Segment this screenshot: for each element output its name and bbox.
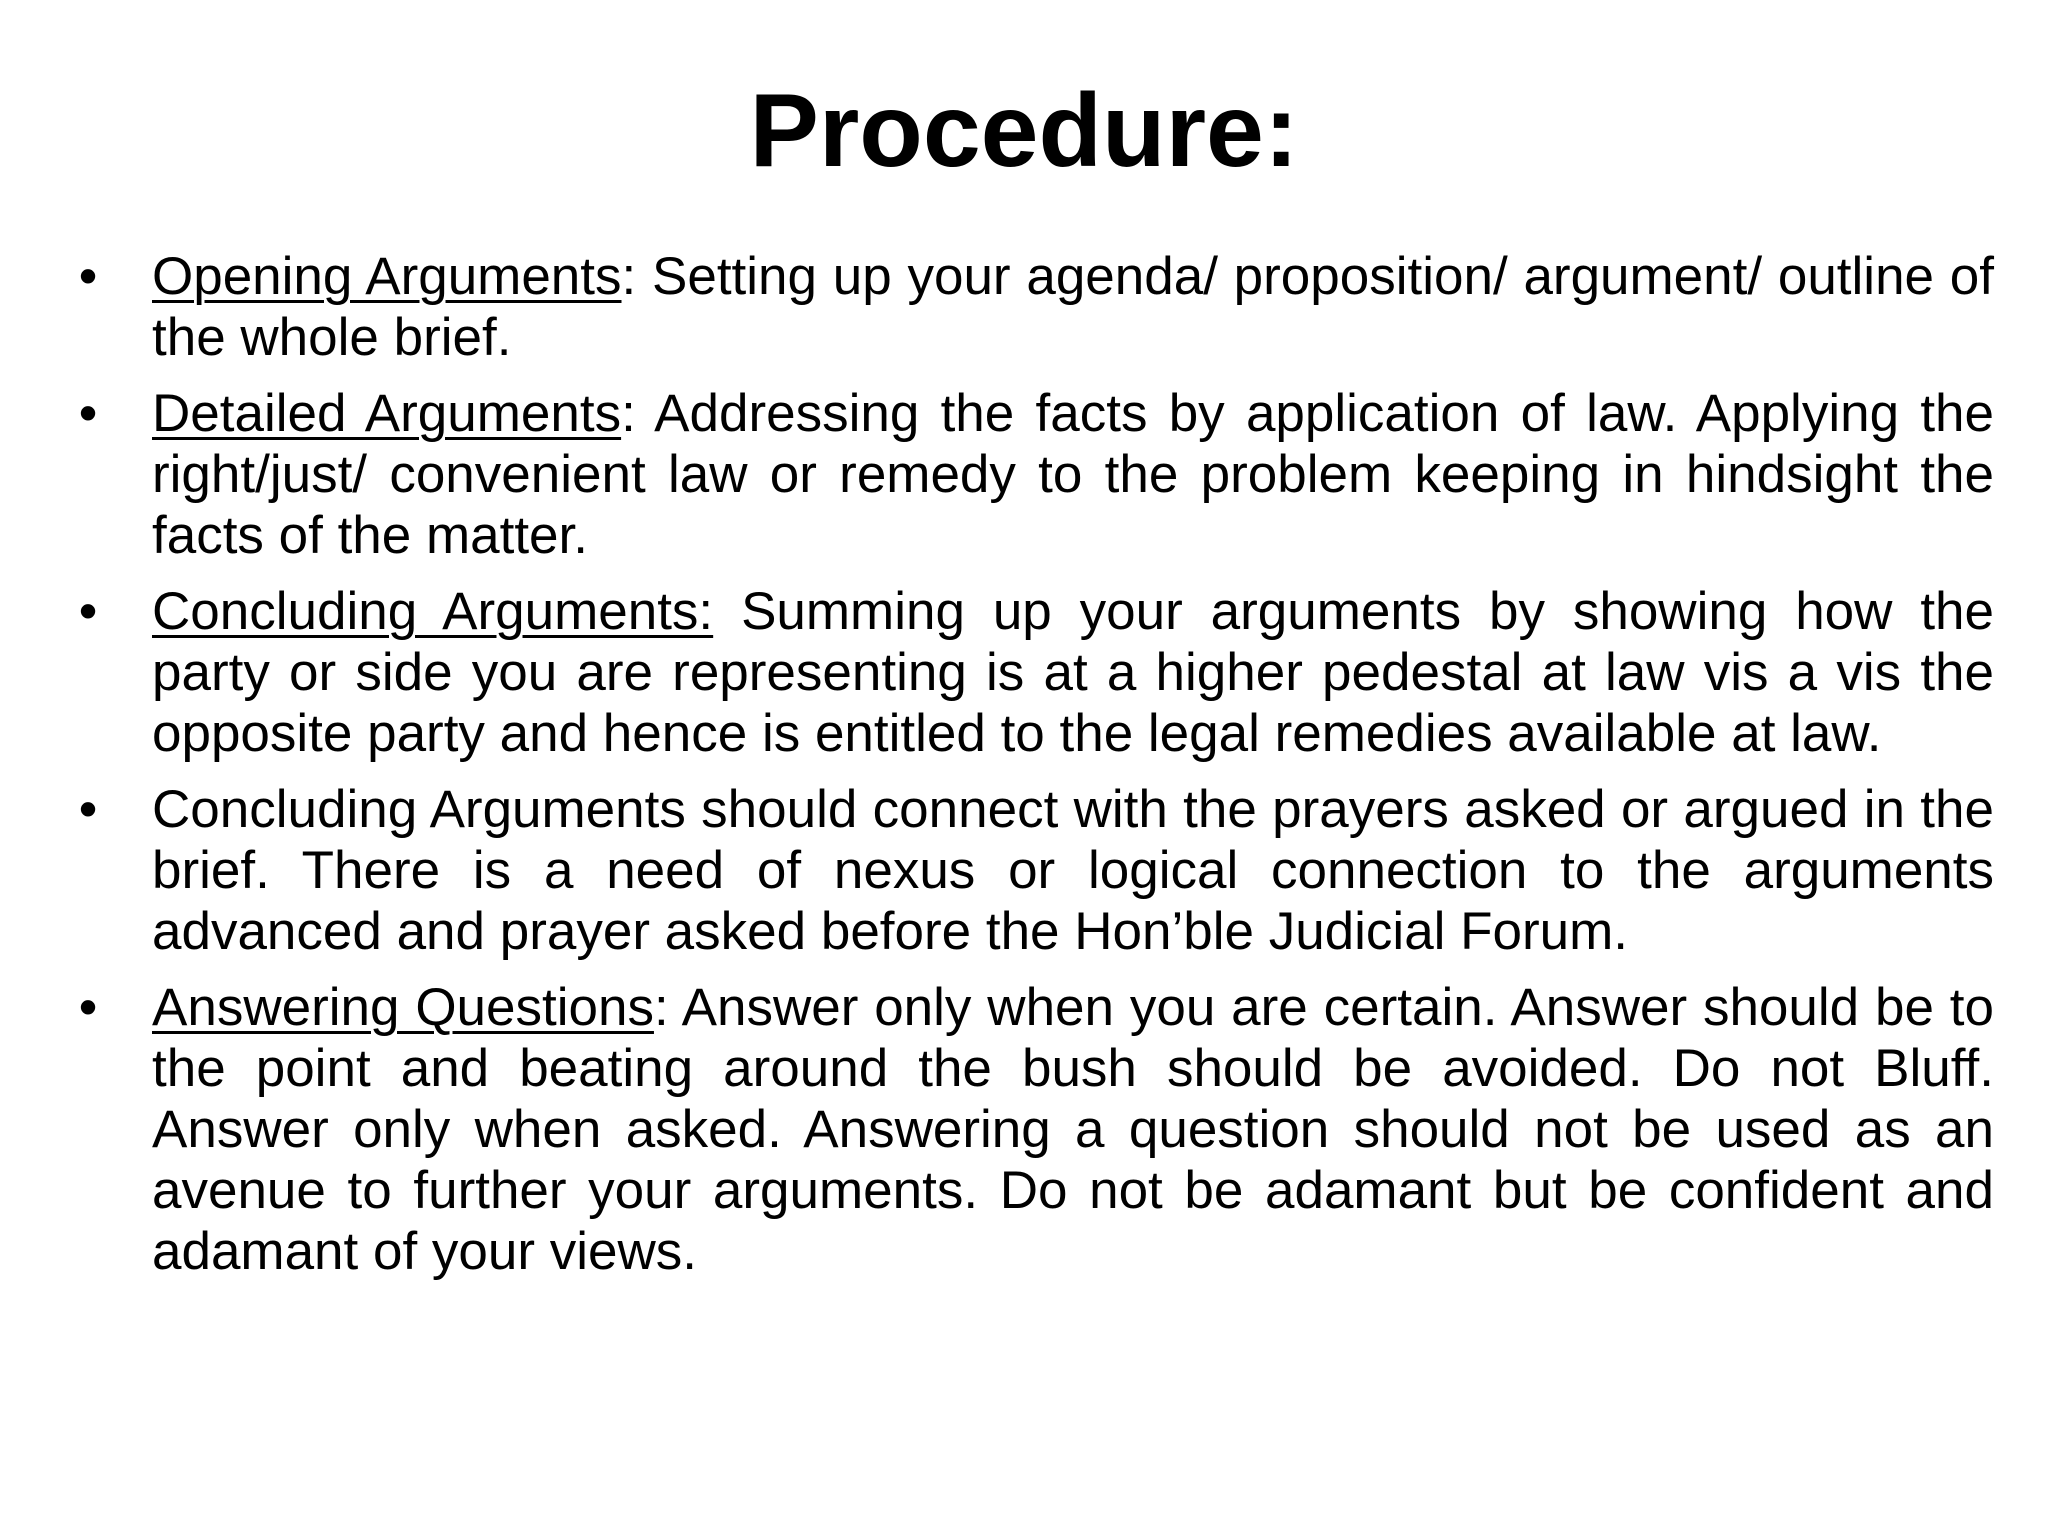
bullet-term-separator: : — [621, 247, 637, 306]
bullet-term: Detailed Arguments — [152, 384, 622, 443]
bullet-text: Concluding Arguments should connect with the prayers asked or argued in the brief. There is a need of nexus or logical connection to the arguments advanced and prayer asked before the Hon’ble Judicial Forum. — [152, 780, 1994, 961]
bullet-list — [78, 246, 1994, 1297]
bullet-term: Opening Arguments — [152, 247, 622, 306]
bullet-item-opening-arguments — [78, 246, 1994, 368]
bullet-item-detailed-arguments — [78, 383, 1994, 566]
bullet-term: Answering Questions — [152, 978, 654, 1037]
bullet-text: Setting up your agenda/ proposition/ argument/ outline of the whole brief. — [152, 247, 1994, 367]
bullet-text: Answer only when you are certain. Answer should be to the point and beating around the bush should be avoided. Do not Bluff. Answer only when asked. Answering a question should not be used as an avenue to further your arguments. Do not be adamant but be confident and adamant of your views. — [152, 978, 1994, 1281]
bullet-point-icon: • — [78, 384, 98, 443]
bullet-text: Summing up your arguments by showing how the party or side you are representing is at a higher pedestal at law vis a vis the opposite party and hence is entitled to the legal remedies available at law. — [152, 582, 1994, 763]
bullet-point-icon: • — [78, 780, 98, 839]
bullet-point-icon: • — [78, 247, 98, 306]
bullet-item-concluding-arguments — [78, 581, 1994, 764]
bullet-point-icon: • — [78, 582, 98, 641]
bullet-term: Concluding Arguments: — [152, 582, 714, 641]
bullet-text: Addressing the facts by application of law. Applying the right/just/ convenient law or remedy to the problem keeping in hindsight the facts of the matter. — [152, 384, 1994, 565]
bullet-term-separator: : — [653, 978, 669, 1037]
bullet-item-answering-questions — [78, 977, 1994, 1282]
bullet-term-separator: : — [621, 384, 636, 443]
slide-title: Procedure: — [749, 73, 1299, 189]
bullet-point-icon: • — [78, 978, 98, 1037]
bullet-item-concluding-connection — [78, 779, 1994, 962]
